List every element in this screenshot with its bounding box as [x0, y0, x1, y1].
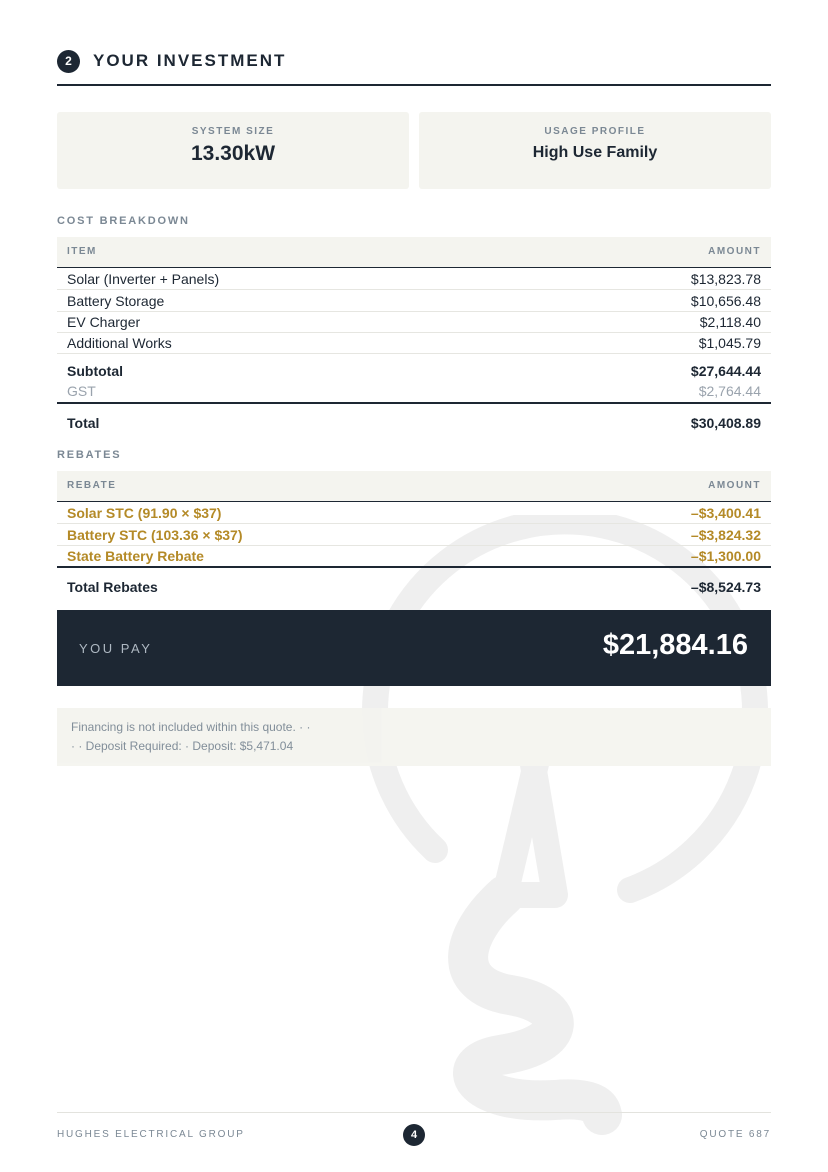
page-number-badge: 4	[403, 1124, 425, 1146]
total-rebates-amount: –$8,524.73	[690, 579, 761, 595]
table-row	[57, 291, 771, 312]
table-row	[57, 503, 771, 524]
rebate-amount: –$1,300.00	[690, 548, 761, 564]
rebate-item: Battery STC (103.36 × $37)	[67, 527, 243, 543]
cost-item: Additional Works	[67, 335, 172, 351]
you-pay-label: YOU PAY	[79, 641, 153, 656]
table-row	[57, 333, 771, 354]
cost-amount: $10,656.48	[690, 293, 761, 309]
cost-item: Battery Storage	[67, 293, 165, 309]
total-divider	[57, 402, 771, 404]
total-rebates-label: Total Rebates	[67, 579, 158, 595]
cost-header-item: ITEM	[67, 246, 97, 257]
system-size-label: SYSTEM SIZE	[191, 126, 275, 137]
footer-quote-number: QUOTE 687	[699, 1129, 771, 1140]
footer-divider	[57, 1112, 771, 1113]
section-header	[57, 48, 771, 86]
gst-amount: $2,764.44	[698, 383, 761, 399]
cost-item: Solar (Inverter + Panels)	[67, 271, 220, 287]
table-row	[57, 525, 771, 546]
rebate-amount: –$3,400.41	[690, 505, 761, 521]
rebate-total-divider	[57, 566, 771, 568]
system-size-card	[57, 112, 409, 189]
you-pay-amount: $21,884.16	[602, 629, 748, 661]
rebate-table-header	[57, 471, 771, 502]
usage-profile-value: High Use Family	[532, 144, 658, 161]
total-row	[57, 413, 771, 434]
rebate-item: State Battery Rebate	[67, 548, 204, 564]
quote-page	[57, 0, 771, 1172]
rebate-amount: –$3,824.32	[690, 527, 761, 543]
section-title: YOUR INVESTMENT	[93, 51, 287, 70]
total-rebates-row	[57, 577, 771, 598]
subtotal-amount: $27,644.44	[690, 363, 761, 379]
usage-profile-label: USAGE PROFILE	[544, 126, 646, 137]
cost-table-header	[57, 237, 771, 268]
cost-breakdown-label: COST BREAKDOWN	[57, 215, 190, 227]
financing-note-line: Financing is not included within this quote. · ·	[71, 720, 311, 734]
subtotal-label: Subtotal	[67, 363, 123, 379]
table-row	[57, 312, 771, 333]
total-label: Total	[67, 415, 100, 431]
rebate-header-item: REBATE	[67, 480, 117, 491]
section-number-badge: 2	[57, 50, 80, 73]
deposit-note-line: · · Deposit Required: · Deposit: $5,471.04	[71, 739, 294, 753]
rebate-item: Solar STC (91.90 × $37)	[67, 505, 222, 521]
rebate-header-amount: AMOUNT	[708, 480, 761, 491]
cost-header-amount: AMOUNT	[708, 246, 761, 257]
rebates-label: REBATES	[57, 449, 122, 461]
table-row	[57, 269, 771, 290]
financing-note	[57, 708, 771, 766]
cost-amount: $13,823.78	[690, 271, 761, 287]
footer-company: HUGHES ELECTRICAL GROUP	[57, 1129, 245, 1140]
system-size-value: 13.30kW	[190, 142, 276, 165]
total-amount: $30,408.89	[690, 415, 761, 431]
cost-amount: $1,045.79	[698, 335, 761, 351]
you-pay-banner	[57, 610, 771, 686]
cost-amount: $2,118.40	[699, 314, 761, 330]
cost-item: EV Charger	[67, 314, 141, 330]
table-row	[57, 546, 771, 567]
usage-profile-card	[419, 112, 771, 189]
subtotal-row	[57, 361, 771, 382]
gst-row	[57, 381, 771, 402]
gst-label: GST	[67, 383, 96, 399]
